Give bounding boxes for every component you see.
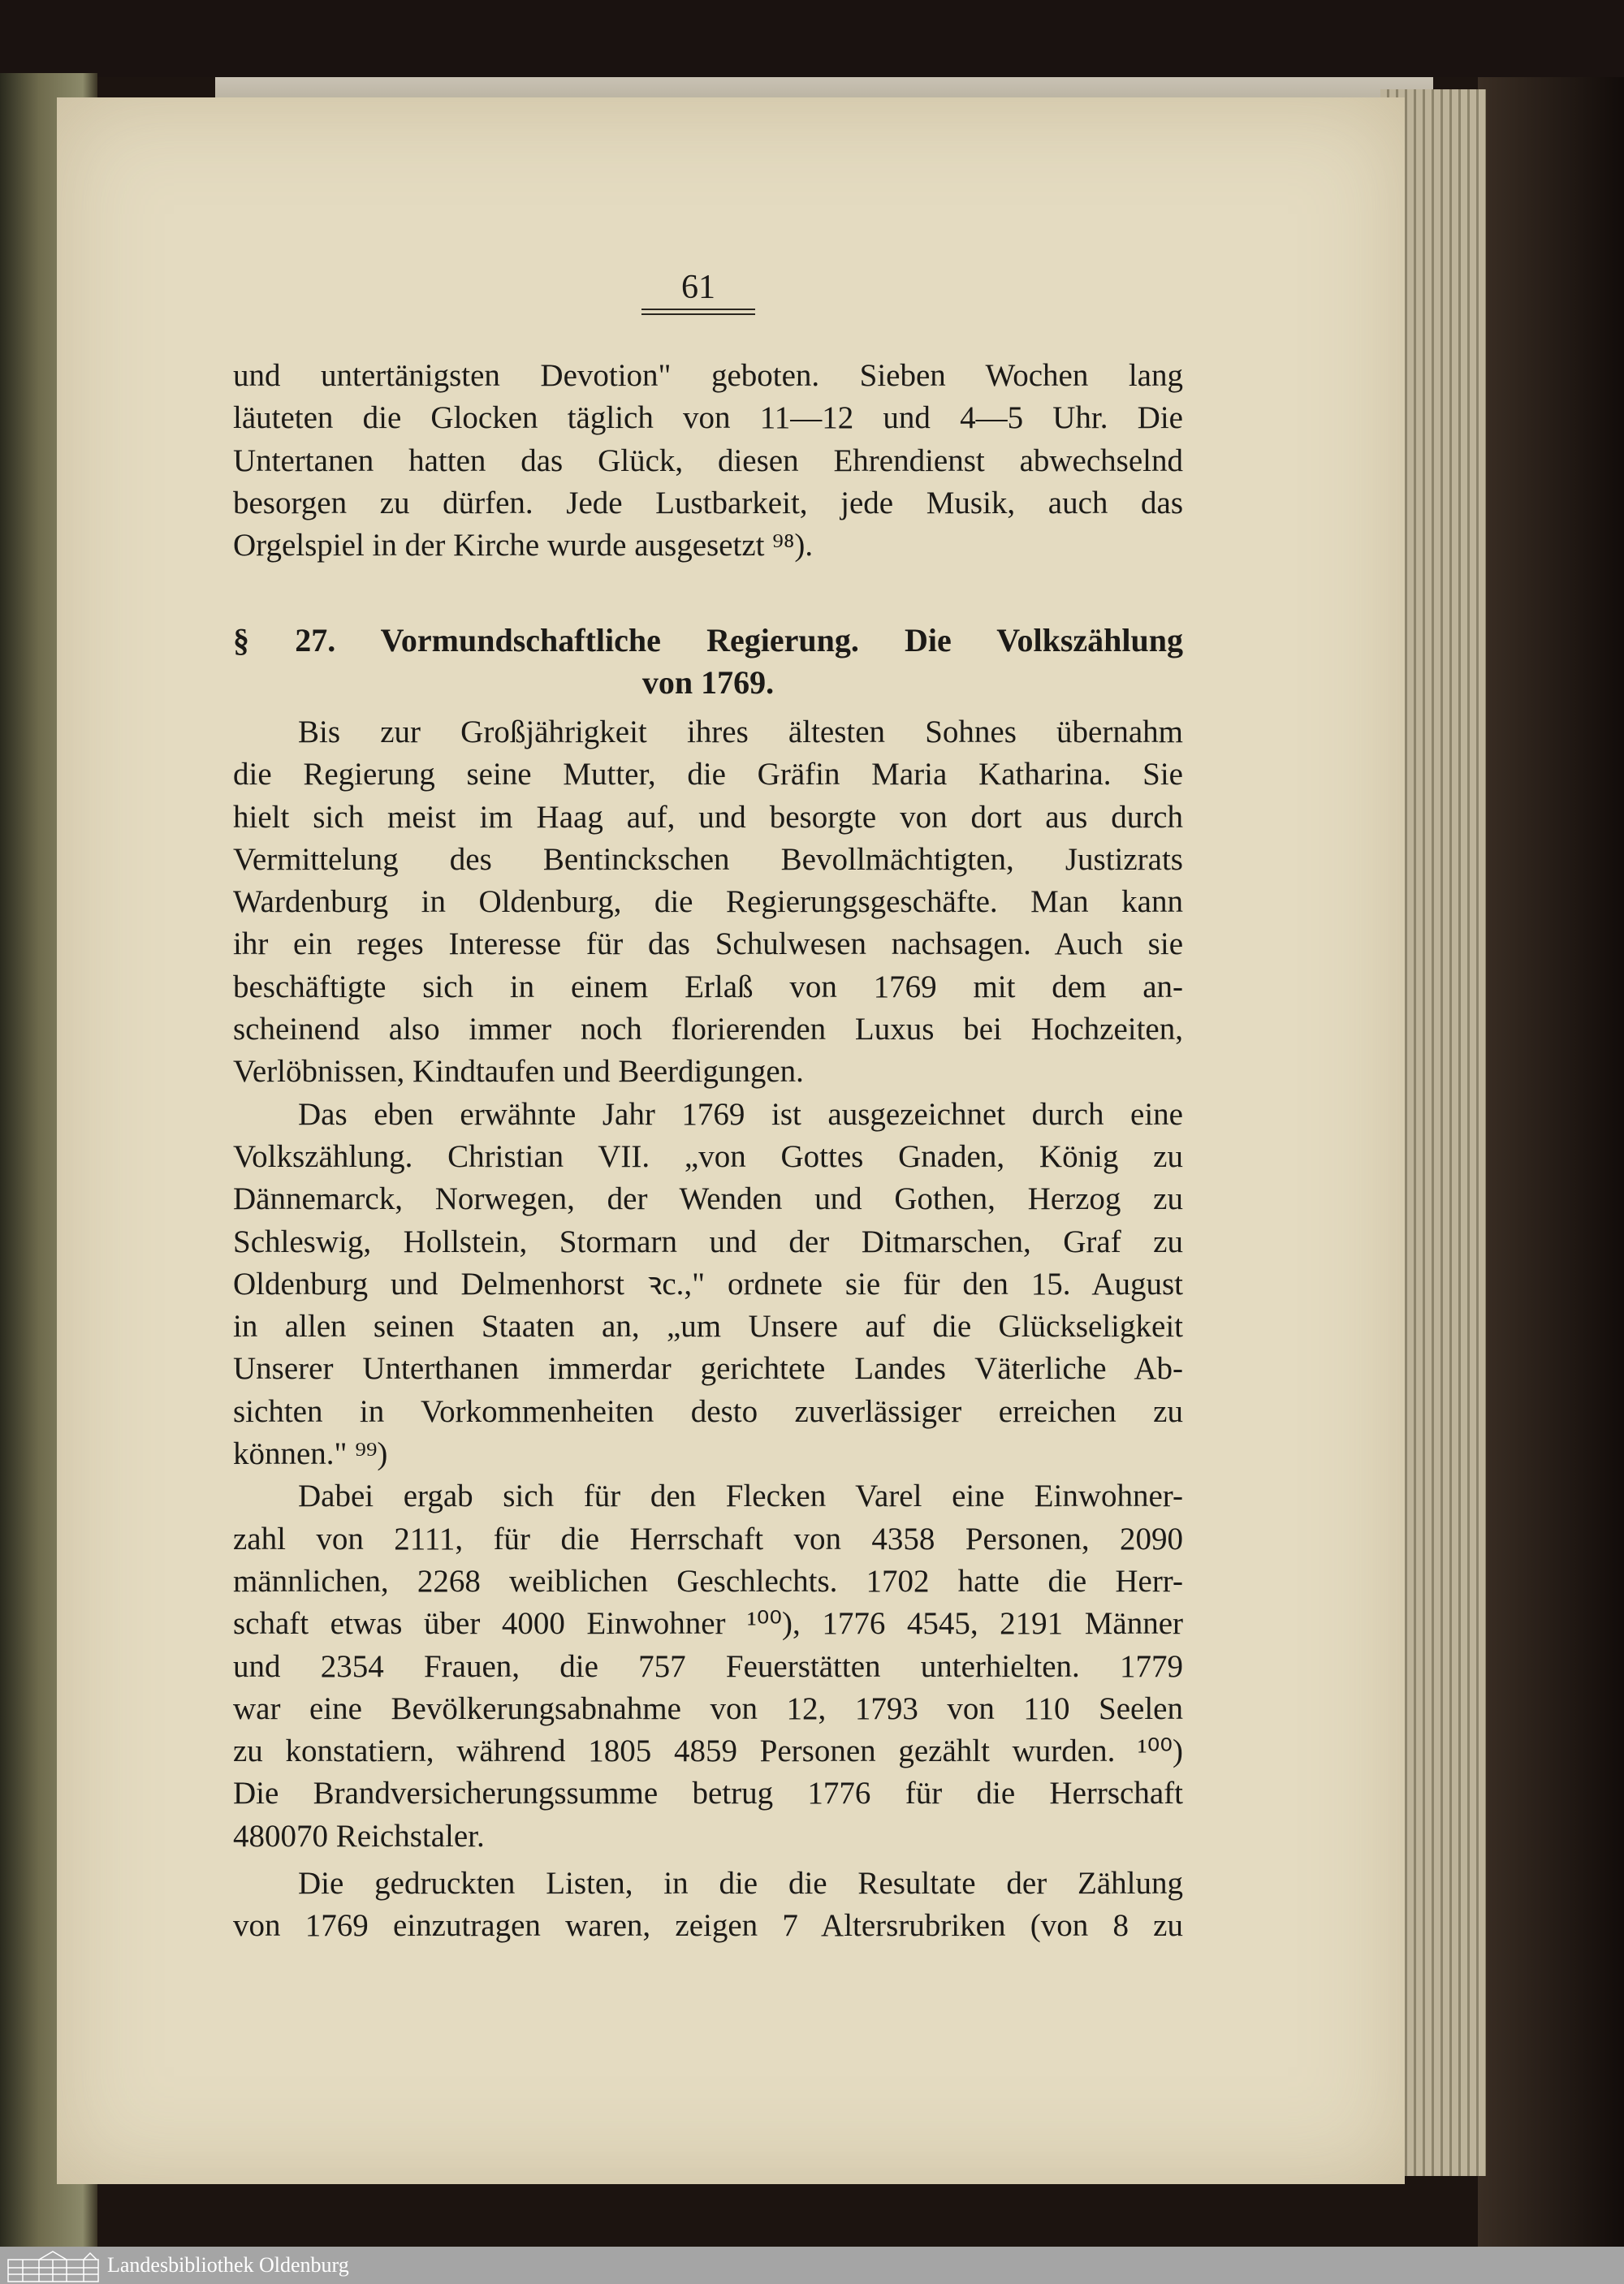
heading-line: § 27. Vormundschaftliche Regierung. Die Volkszählung: [233, 622, 1183, 658]
text-line: von 1769 einzutragen waren, zeigen 7 Altersrubriken (von 8 zu: [233, 1908, 1183, 1944]
text-line: Untertanen hatten das Glück, diesen Ehrendienst abwechselnd: [233, 443, 1183, 478]
text-line: beschäftigte sich in einem Erlaß von 1769 mit dem an-: [233, 969, 1183, 1004]
text-line: zahl von 2111, für die Herrschaft von 4358 Personen, 2090: [233, 1521, 1183, 1556]
text-line: scheinend also immer noch florierenden Luxus bei Hochzeiten,: [233, 1012, 1183, 1047]
scan-background-top: [0, 0, 1624, 77]
heading-line: von 1769.: [641, 664, 775, 702]
text-line: hielt sich meist im Haag auf, und besorgte von dort aus durch: [233, 799, 1183, 835]
text-line: Orgelspiel in der Kirche wurde ausgesetzt ⁹⁸).: [233, 528, 814, 563]
section-heading: [233, 620, 1183, 705]
text-line: Die gedruckten Listen, in die die Resultate der Zählung: [298, 1866, 1183, 1901]
page-number-rule: [641, 309, 755, 315]
library-name: Landesbibliothek Oldenburg: [107, 2253, 349, 2277]
paragraph-1: [233, 355, 1183, 567]
text-line: war eine Bevölkerungsabnahme von 12, 1793 von 110 Seelen: [233, 1690, 1183, 1726]
text-line: läuteten die Glocken täglich von 11—12 und 4—5 Uhr. Die: [233, 400, 1183, 436]
text-line: die Regierung seine Mutter, die Gräfin Maria Katharina. Sie: [233, 757, 1183, 792]
text-line: Schleswig, Hollstein, Stormarn und der Ditmarschen, Graf zu: [233, 1224, 1183, 1259]
book-binding: [1478, 77, 1624, 2247]
text-line: Bis zur Großjährigkeit ihres ältesten Sohnes übernahm: [298, 715, 1183, 749]
text-line: Oldenburg und Delmenhorst ꝛc.," ordnete sie für den 15. August: [233, 1266, 1183, 1302]
text-line: Verlöbnissen, Kindtaufen und Beerdigungen.: [233, 1054, 804, 1090]
text-line: Das eben erwähnte Jahr 1769 ist ausgezeichnet durch eine: [298, 1096, 1183, 1132]
text-line: Vermittelung des Bentinckschen Bevollmächtigten, Justizrats: [233, 841, 1183, 877]
text-line: Wardenburg in Oldenburg, die Regierungsgeschäfte. Man kann: [233, 884, 1183, 920]
paragraph-last: [233, 1863, 1183, 1948]
text-line: Dännemarck, Norwegen, der Wenden und Gothen, Herzog zu: [233, 1181, 1183, 1217]
text-line: und 2354 Frauen, die 757 Feuerstätten unterhielten. 1779: [233, 1648, 1183, 1684]
library-footer: [0, 2247, 1624, 2284]
text-line: können." ⁹⁹): [233, 1436, 388, 1472]
text-line: zu konstatiern, während 1805 4859 Personen gezählt wurden. ¹⁰⁰): [233, 1734, 1183, 1769]
text-line: Unserer Unterthanen immerdar gerichtete Landes Väterliche Ab-: [233, 1351, 1183, 1387]
text-line: ihr ein reges Interesse für das Schulwesen nachsagen. Auch sie: [233, 926, 1183, 962]
page-number: 61: [681, 269, 715, 306]
text-line: besorgen zu dürfen. Jede Lustbarkeit, jede Musik, auch das: [233, 485, 1183, 520]
text-line: sichten in Vorkommenheiten desto zuverlässiger erreichen zu: [233, 1393, 1183, 1429]
body-text: [233, 711, 1183, 1858]
text-line: in allen seinen Staaten an, „um Unsere auf die Glückseligkeit: [233, 1309, 1183, 1345]
library-building-logo-icon: [6, 2250, 100, 2282]
text-line: männlichen, 2268 weiblichen Geschlechts. 1702 hatte die Herr-: [233, 1563, 1183, 1599]
text-line: schaft etwas über 4000 Einwohner ¹⁰⁰), 1776 4545, 2191 Männer: [233, 1606, 1183, 1642]
text-line: Die Brandversicherungssumme betrug 1776 für die Herrschaft: [233, 1776, 1183, 1811]
text-line: Volkszählung. Christian VII. „von Gottes Gnaden, König zu: [233, 1138, 1183, 1174]
text-line: Dabei ergab sich für den Flecken Varel eine Einwohner-: [298, 1479, 1183, 1514]
text-line: und untertänigsten Devotion" geboten. Sieben Wochen lang: [233, 358, 1183, 393]
text-line: 480070 Reichstaler.: [233, 1818, 485, 1854]
